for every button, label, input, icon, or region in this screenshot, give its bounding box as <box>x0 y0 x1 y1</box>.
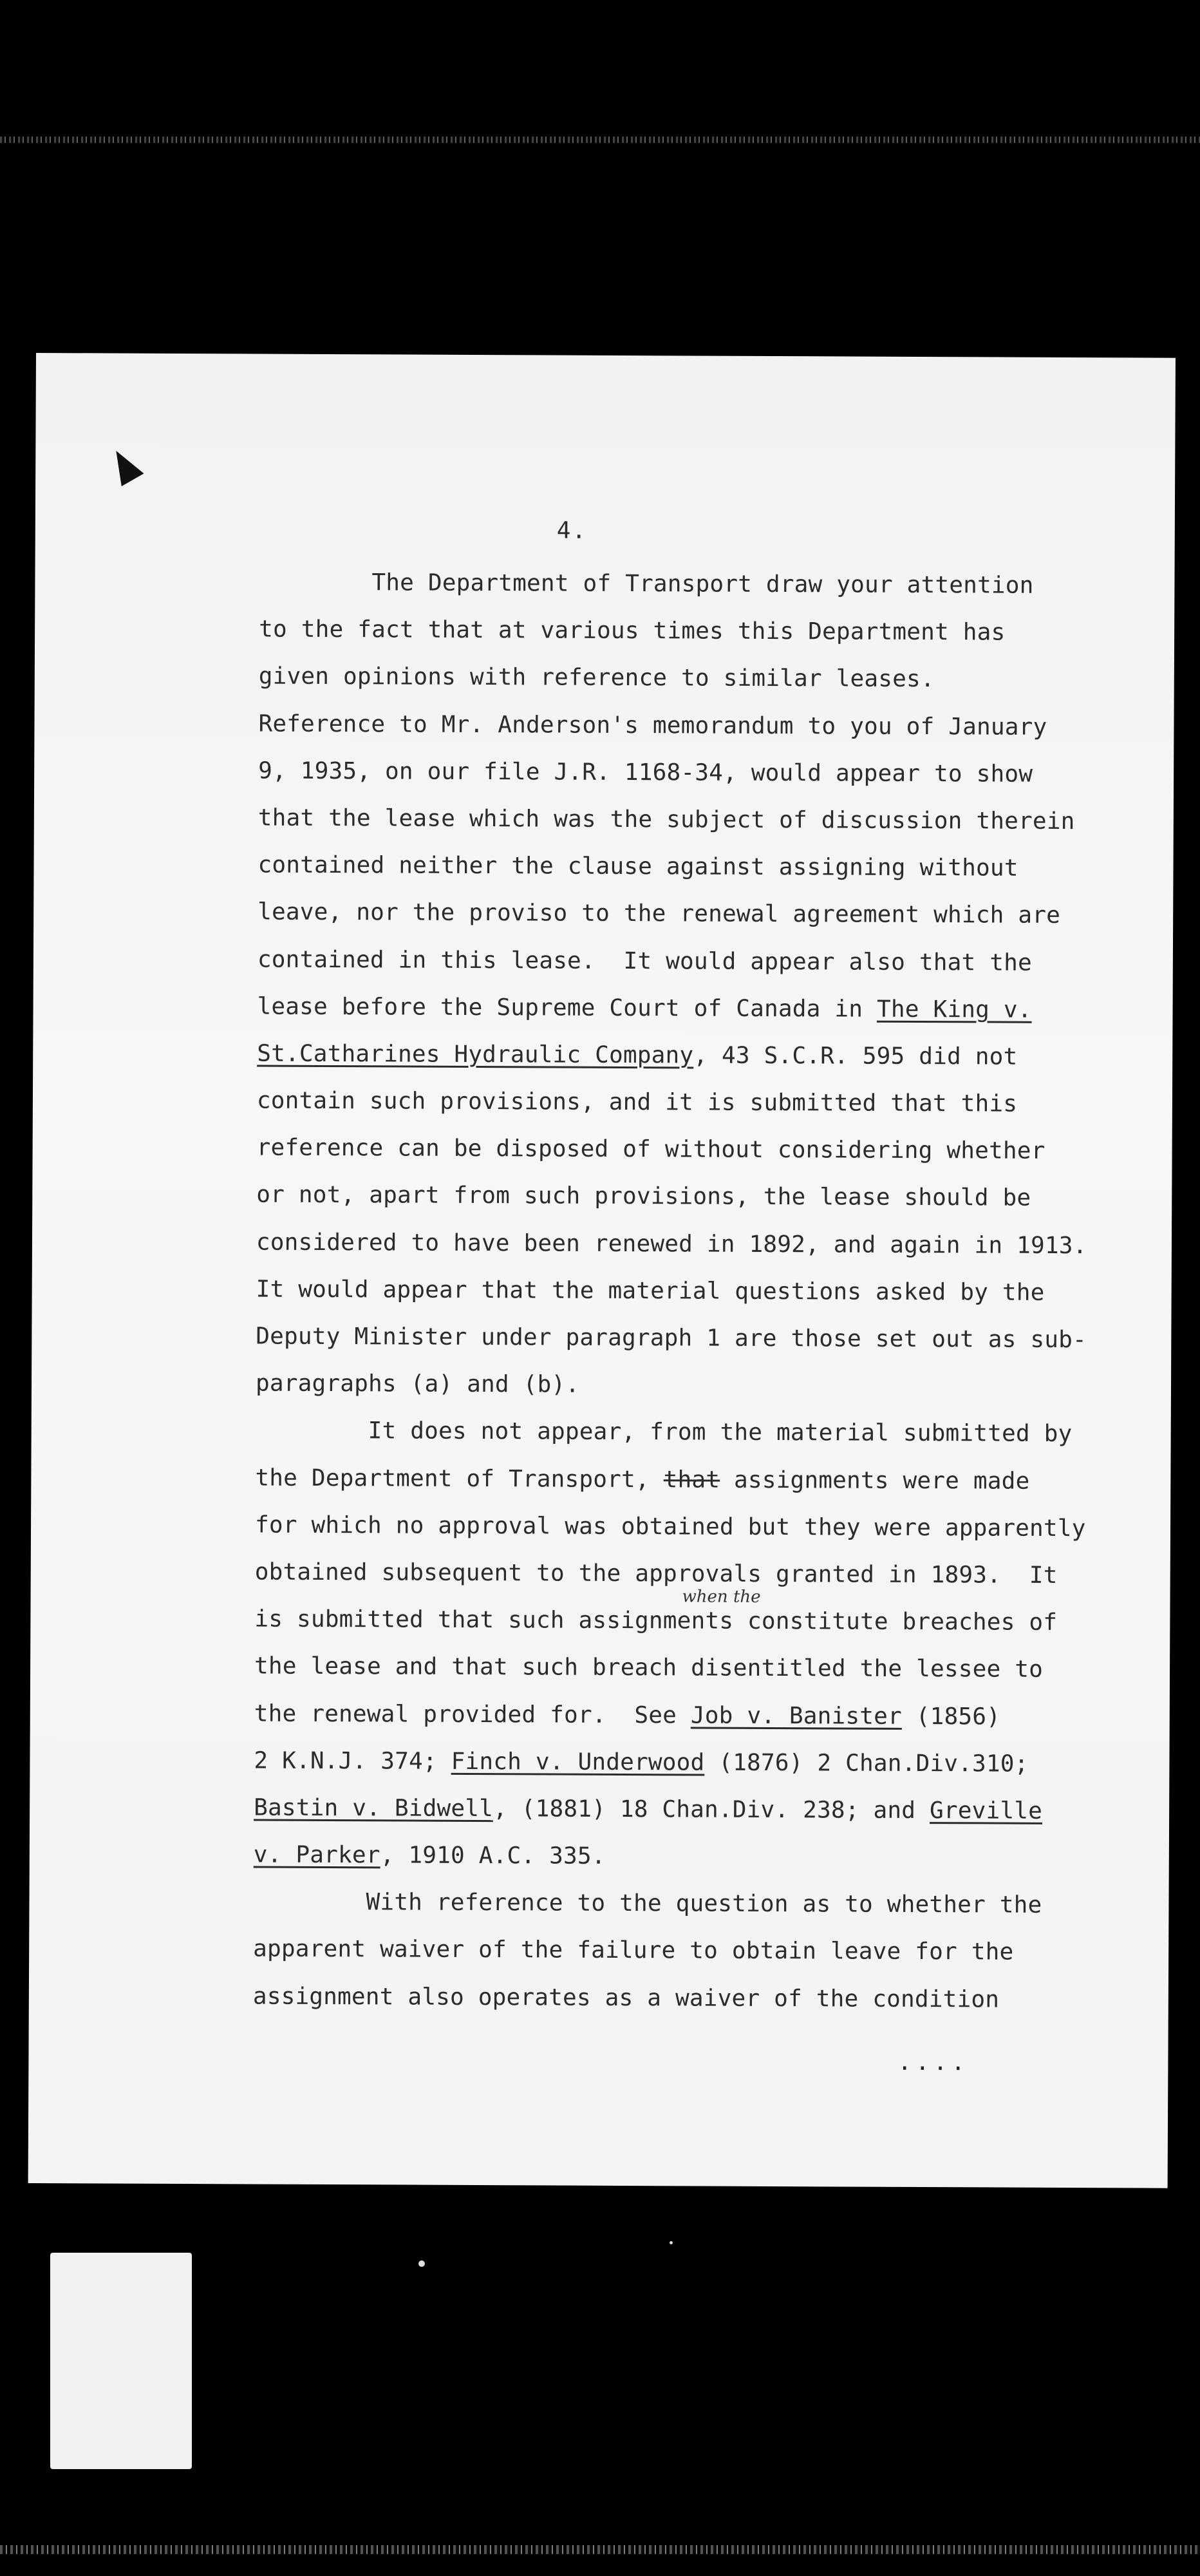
case-citation: Bastin v. Bidwell <box>254 1794 494 1822</box>
blank-film-card <box>50 2253 192 2469</box>
continuation-marker: .... <box>897 2049 970 2076</box>
case-citation: v. Parker <box>253 1841 380 1869</box>
text-line: contain such provisions, and it is submitted that this <box>256 1087 1018 1117</box>
case-citation: The King v. <box>876 996 1032 1023</box>
text-line: or not, apart from such provisions, the lease should be <box>256 1181 1031 1212</box>
document-page <box>28 353 1176 2188</box>
text-line: that the lease which was the subject of discussion therein <box>258 804 1075 835</box>
text-line: With reference to the question as to whether the <box>253 1888 1042 1919</box>
text-segment: lease before the Supreme Court of Canada in <box>257 993 877 1023</box>
struck-word: that <box>663 1466 720 1493</box>
handwritten-insertion: when the <box>682 1587 761 1607</box>
text-line <box>257 1030 1107 1081</box>
film-speck <box>670 2241 673 2244</box>
text-segment: assignments were made <box>720 1466 1030 1495</box>
document-body <box>253 559 1109 2024</box>
case-citation: Job v. Banister <box>690 1701 903 1730</box>
text-line: paragraphs (a) and (b). <box>255 1370 580 1398</box>
text-segment: the Department of Transport, <box>255 1464 664 1493</box>
text-line: the lease and that such breach disentitled the lessee to <box>254 1653 1044 1683</box>
film-speck <box>418 2260 425 2267</box>
text-line <box>254 1832 1103 1882</box>
film-sprocket-strip-top <box>0 137 1200 143</box>
text-line: contained neither the clause against assigning without <box>258 851 1018 882</box>
text-line <box>254 1737 1103 1788</box>
film-sprocket-strip-bottom <box>0 2545 1200 2554</box>
text-segment: , (1881) 18 Chan.Div. 238; and <box>492 1795 930 1824</box>
text-segment: , 43 S.C.R. 595 did not <box>693 1042 1018 1070</box>
text-line: Deputy Minister under paragraph 1 are those set out as sub- <box>256 1323 1087 1354</box>
text-line: given opinions with reference to similar leases. <box>258 663 935 693</box>
text-line: 9, 1935, on our file J.R. 1168-34, would appear to show <box>258 757 1033 788</box>
text-line: apparent waiver of the failure to obtain leave for the <box>253 1935 1014 1966</box>
text-line <box>257 983 1107 1034</box>
text-line: leave, nor the proviso to the renewal agreement which are <box>258 898 1061 929</box>
text-line <box>254 1690 1104 1741</box>
text-segment: , 1910 A.C. 335. <box>380 1842 606 1870</box>
text-line: is submitted that such assignments constitute breaches of <box>254 1605 1058 1636</box>
text-line: obtained subsequent to the approvals granted in 1893. It <box>254 1558 1058 1589</box>
text-line: reference can be disposed of without considering whether <box>256 1134 1045 1165</box>
text-segment: 2 K.N.J. 374; <box>254 1747 451 1775</box>
text-line: It does not appear, from the material submitted by <box>255 1417 1073 1448</box>
text-line: assignment also operates as a waiver of the condition <box>252 1983 1000 2013</box>
text-line: The Department of Transport draw your attention <box>259 569 1034 599</box>
text-line: to the fact that at various times this Department has <box>259 616 1006 646</box>
text-line <box>254 1784 1103 1835</box>
case-citation: Finch v. Underwood <box>451 1748 705 1776</box>
film-top-border <box>0 0 1200 135</box>
page-number: 4. <box>556 517 588 544</box>
text-line: Reference to Mr. Anderson's memorandum to you of January <box>258 710 1047 741</box>
text-segment: (1856) <box>901 1703 1001 1730</box>
case-citation: Greville <box>930 1797 1043 1824</box>
text-segment: the renewal provided for. See <box>254 1700 691 1728</box>
text-line: It would appear that the material questions asked by the <box>256 1276 1045 1306</box>
text-line: for which no approval was obtained but they were apparently <box>254 1511 1086 1542</box>
text-line <box>255 1454 1105 1505</box>
page-corner-mark <box>105 444 144 486</box>
text-line: considered to have been renewed in 1892, and again in 1913. <box>256 1229 1087 1259</box>
text-segment: (1876) 2 Chan.Div.310; <box>704 1749 1029 1777</box>
case-citation: St.Catharines Hydraulic Company <box>257 1040 694 1069</box>
text-line: contained in this lease. It would appear also that the <box>257 946 1033 976</box>
